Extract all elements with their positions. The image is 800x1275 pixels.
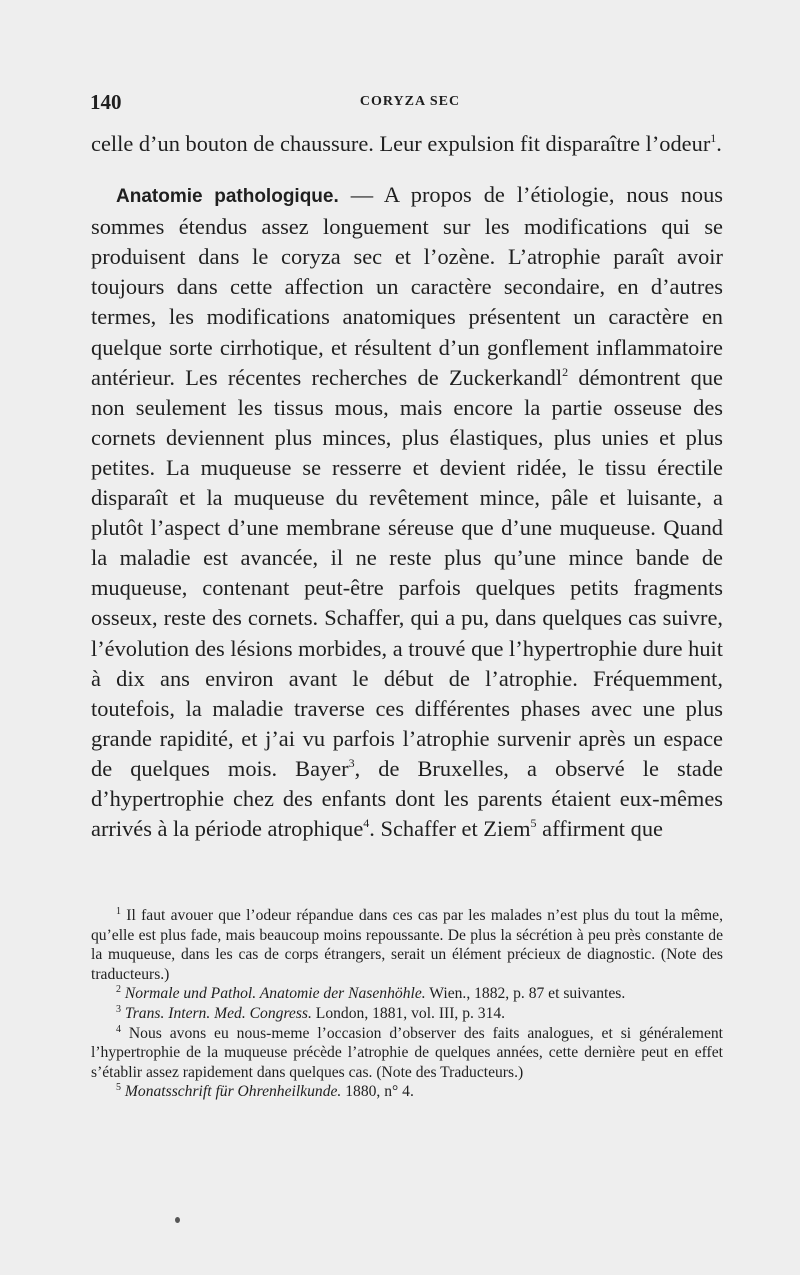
running-head: CORYZA SEC <box>359 94 461 109</box>
footnote-4 <box>91 1024 723 1083</box>
footnotes <box>91 906 723 1102</box>
footnote-ref-2: 2 <box>562 364 569 379</box>
footnote-text: Nous avons eu nous-meme l’occasion d’observer des faits analogues, et si généralement l’hypertrophie de la muqueuse précède l’atrophie de quelques années, cette dernière peut en effet s’établir assez rapidement dans quelques cas. (Note des Traducteurs.) <box>91 1024 723 1081</box>
footnote-number: 4 <box>116 1023 121 1035</box>
continuation-text: celle d’un bouton de chaussure. Leur expulsion fit disparaître l’odeur <box>91 131 711 156</box>
footnote-number: 2 <box>116 984 121 996</box>
text-segment-1: — A propos de l’étiologie, nous nous sommes étendus assez longuement sur les modifications qui se produisent dans le coryza sec et l’ozène. L’atrophie paraît avoir toujours dans cette affection un caractère secondaire, en d’autres termes, les modifications anatomiques présentent un caractère en quelque sorte cirrhotique, et résultent d’un gonflement inflammatoire antérieur. Les récentes recherches de Zuckerkandl <box>91 182 723 390</box>
section-heading: Anatomie pathologique. <box>116 186 339 208</box>
page-header <box>90 90 730 118</box>
text-segment-5: affirment que <box>536 816 663 842</box>
text-segment-3: , de Bruxelles, a observé le stade d’hypertrophie chez des enfants dont les parents étaient eux-mêmes arrivés à la période atrophique <box>91 755 723 842</box>
continuation-end: . <box>716 131 722 156</box>
footnote-2 <box>91 984 723 1004</box>
footnote-ref-3: 3 <box>348 755 355 770</box>
footnote-3 <box>91 1004 723 1024</box>
footnote-source-title: Monatsschrift für Ohrenheilkunde. <box>124 1083 342 1101</box>
footnote-5 <box>91 1082 723 1102</box>
continuation-paragraph <box>91 129 723 159</box>
footnote-source-title: Normale und Pathol. Anatomie der Nasenhöhle. <box>124 985 426 1003</box>
footnote-ref-5: 5 <box>530 816 537 831</box>
footnote-number: 5 <box>116 1082 121 1094</box>
footnote-source-title: Trans. Intern. Med. Congress. <box>124 1004 312 1022</box>
main-text <box>91 129 723 844</box>
footnote-number: 1 <box>116 906 121 917</box>
text-segment-2: démontrent que non seulement les tissus mous, mais encore la partie osseuse des cornets deviennent plus minces, plus élastiques, plus unies et plus petites. La muqueuse se resserre et devient ridée, le tissu érectile disparaît et la muqueuse du revêtement mince, pâle et luisante, a plutôt l’aspect d’une membrane séreuse que d’une muqueuse. Quand la maladie est avancée, il ne reste plus qu’une mince bande de muqueuse, contenant peut-être parfois quelques petits fragments osseux, reste des cornets. Schaffer, qui a pu, dans quelques cas suivre, l’évolution des lésions morbides, a trouvé que l’hypertrophie dure huit à dix ans environ avant le début de l’atrophie. Fréquemment, toutefois, la maladie traverse ces différentes phases avec une plus grande rapidité, et j’ai vu parfois l’atrophie survenir après un espace de quelques mois. Bayer <box>91 364 723 781</box>
footnote-ref-4: 4 <box>363 816 370 831</box>
footnote-text: Il faut avouer que l’odeur répandue dans ces cas par les malades n’est plus du tout la même, qu’elle est plus fade, mais beaucoup moins repoussante. De plus la sécrétion à peu près constante de la muqueuse, dans les cas de corps étrangers, serait un élément précieux de diagnostic. (Note des traducteurs.) <box>91 907 723 983</box>
ink-speck <box>175 1217 180 1223</box>
section-paragraph <box>91 180 723 844</box>
footnote-text: London, 1881, vol. III, p. 314. <box>311 1004 506 1022</box>
footnote-number: 3 <box>116 1003 121 1015</box>
footnote-ref-1: 1 <box>710 131 717 145</box>
footnote-text: 1880, n° 4. <box>341 1083 414 1101</box>
text-segment-4: . Schaffer et Ziem <box>369 816 531 842</box>
footnote-text: Wien., 1882, p. 87 et suivantes. <box>425 985 626 1003</box>
footnote-1 <box>91 906 723 984</box>
page-number: 140 <box>90 90 122 114</box>
